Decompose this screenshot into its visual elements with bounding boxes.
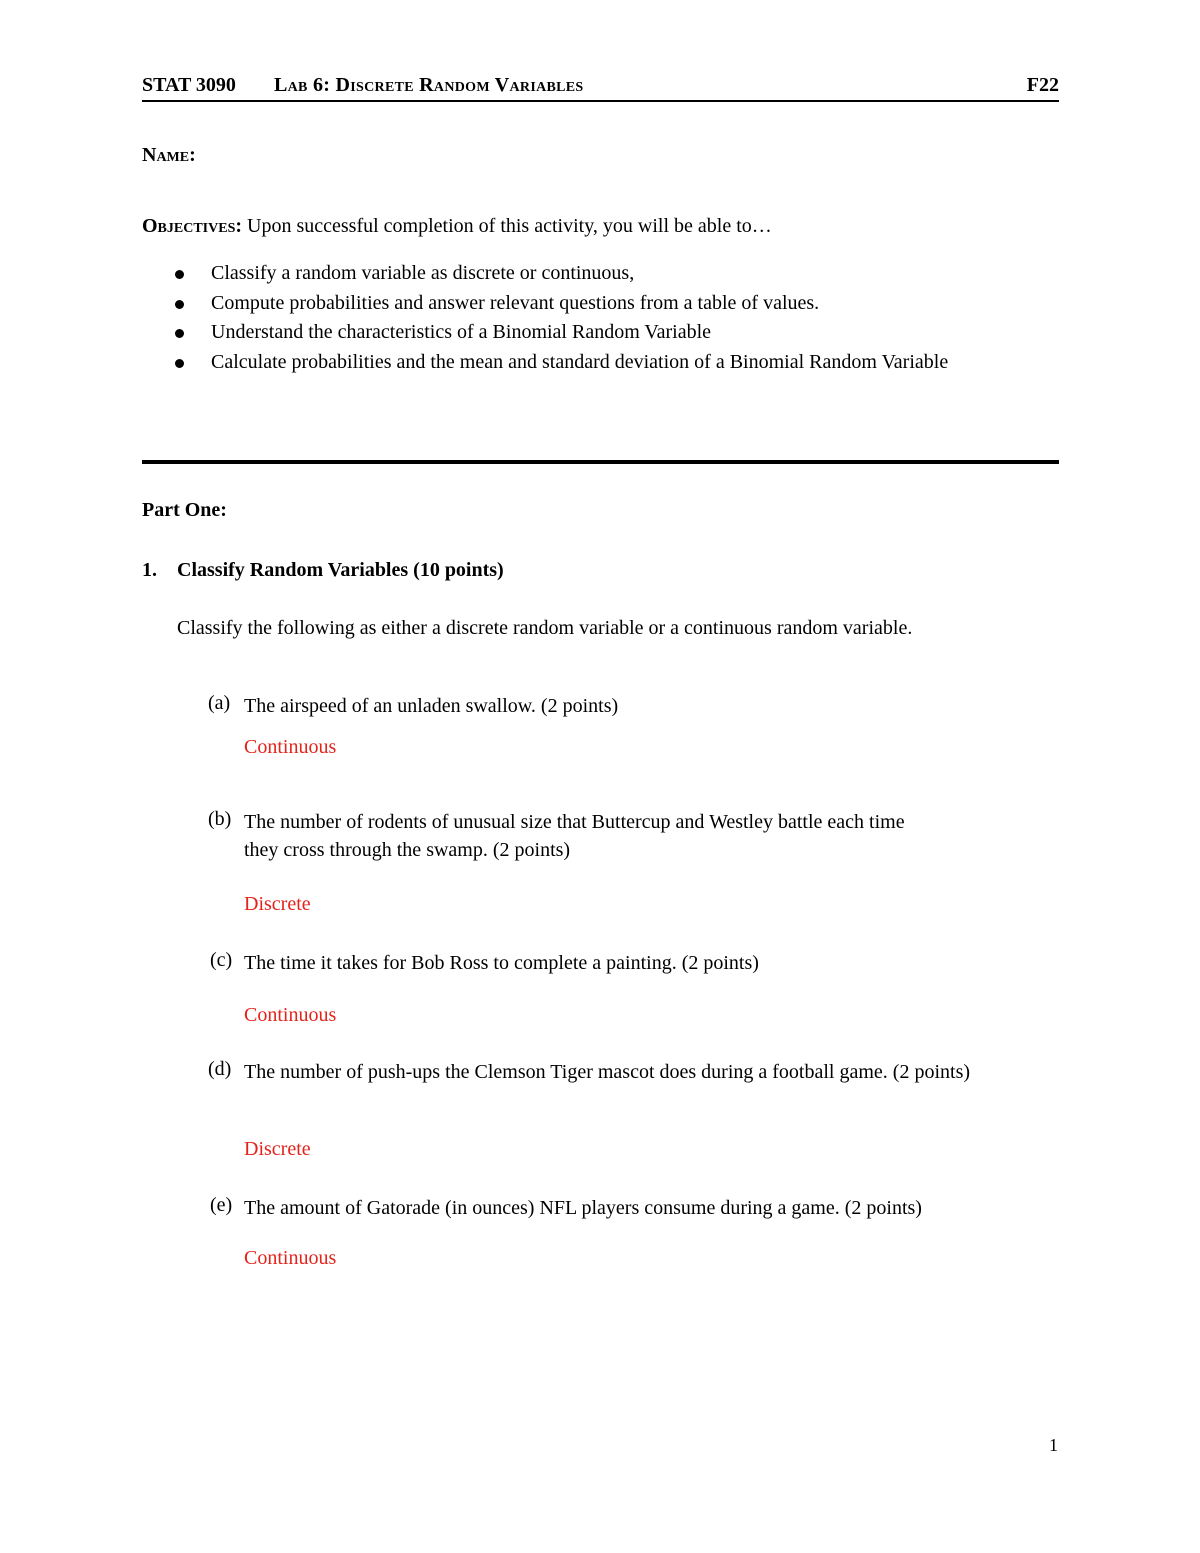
objective-text: Understand the characteristics of a Binomial Random Variable <box>211 321 712 343</box>
objectives-intro: Upon successful completion of this activity, you will be able to… <box>247 215 772 237</box>
page-number: 1 <box>1049 1435 1058 1455</box>
list-item <box>172 348 1032 378</box>
answer-a: Continuous <box>244 736 337 758</box>
question-number: 1. <box>142 559 157 581</box>
item-label-b: (b) <box>208 808 232 830</box>
bullet-icon <box>175 329 184 338</box>
item-label-d: (d) <box>208 1058 232 1080</box>
term-label: F22 <box>1026 74 1059 96</box>
bullet-icon <box>175 270 184 279</box>
objectives-list <box>172 259 1032 377</box>
objective-text: Classify a random variable as discrete or continuous, <box>211 262 635 284</box>
item-text-b: The number of rodents of unusual size that Buttercup and Westley battle each time they cross through the swamp. (2 points) <box>244 811 905 861</box>
list-item <box>172 289 1032 319</box>
item-label-a: (a) <box>208 692 231 714</box>
answer-b: Discrete <box>244 893 311 915</box>
objective-text: Compute probabilities and answer relevant questions from a table of values. <box>211 291 820 314</box>
lab-title: Lab 6: Discrete Random Variables <box>274 74 584 96</box>
objectives-label: Objectives: <box>142 215 243 237</box>
question-instructions: Classify the following as either a discrete random variable or a continuous random variable. <box>177 617 913 639</box>
objectives-line <box>142 215 772 238</box>
objective-text: Calculate probabilities and the mean and standard deviation of a Binomial Random Variable <box>211 350 949 373</box>
list-item <box>172 318 1032 348</box>
item-text-c: The time it takes for Bob Ross to complete a painting. (2 points) <box>244 952 759 974</box>
answer-d: Discrete <box>244 1138 311 1160</box>
item-text-a: The airspeed of an unladen swallow. (2 points) <box>244 695 619 717</box>
answer-c: Continuous <box>244 1004 337 1026</box>
bullet-icon <box>175 300 184 309</box>
list-item <box>172 259 1032 289</box>
name-label: Name: <box>142 144 196 166</box>
item-text-d: The number of push-ups the Clemson Tiger mascot does during a football game. (2 points) <box>244 1061 971 1083</box>
bullet-icon <box>175 359 184 368</box>
part-title: Part One: <box>142 499 227 521</box>
answer-e: Continuous <box>244 1247 337 1269</box>
question-title: Classify Random Variables (10 points) <box>177 559 504 581</box>
section-divider <box>142 460 1059 464</box>
course-code: STAT 3090 <box>142 74 236 96</box>
item-text-e: The amount of Gatorade (in ounces) NFL players consume during a game. (2 points) <box>244 1197 922 1219</box>
page-header <box>142 72 1059 102</box>
item-label-c: (c) <box>210 949 233 971</box>
item-label-e: (e) <box>210 1194 233 1216</box>
